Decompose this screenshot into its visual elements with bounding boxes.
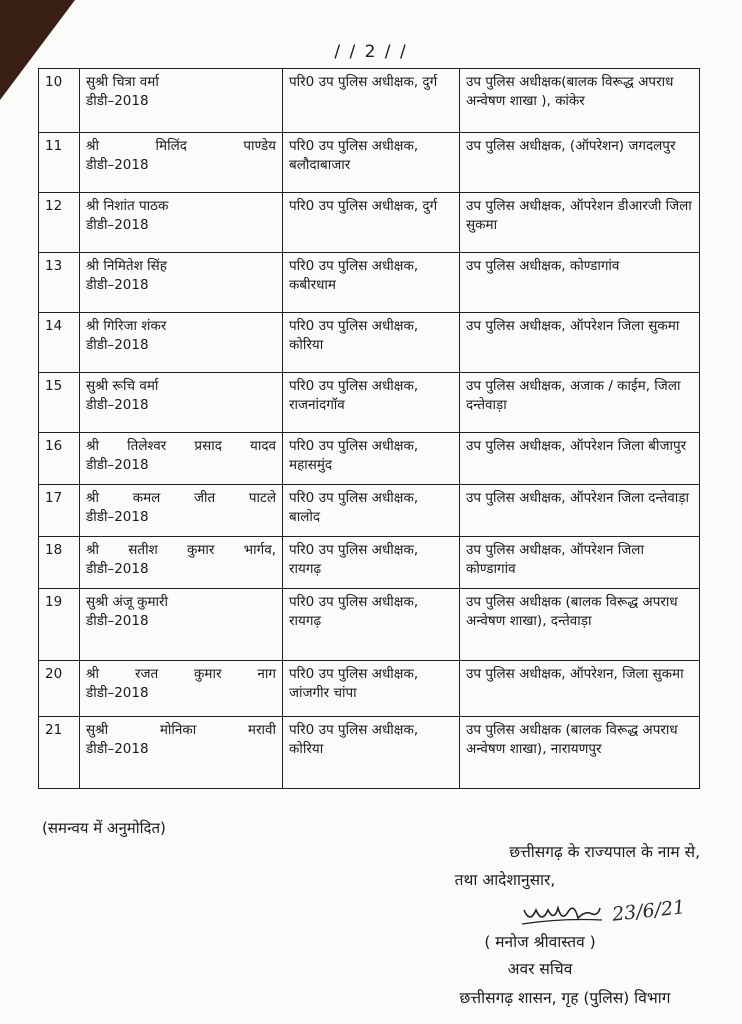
current-posting: परि0 उप पुलिस अधीक्षक, बालोद <box>283 485 460 537</box>
serial-number: 19 <box>39 589 80 661</box>
officer-cell <box>80 253 283 313</box>
officer-cell <box>80 193 283 253</box>
new-posting: उप पुलिस अधीक्षक, अजाक / काईम, जिला दन्तेवाड़ा <box>460 373 700 433</box>
officer-cell <box>80 69 283 133</box>
batch-label: डीडी–2018 <box>86 93 149 109</box>
new-posting: उप पुलिस अधीक्षक (बालक विरूद्ध अपराध अन्वेषण शाखा), दन्तेवाड़ा <box>460 589 700 661</box>
batch-label: डीडी–2018 <box>86 561 149 577</box>
batch-label: डीडी–2018 <box>86 157 149 173</box>
batch-label: डीडी–2018 <box>86 741 149 757</box>
current-posting: परि0 उप पुलिस अधीक्षक, बलौदाबाजार <box>283 133 460 193</box>
officer-name: श्री निमितेश सिंह <box>86 258 167 274</box>
transfer-table <box>38 68 700 789</box>
officer-name: श्री गिरिजा शंकर <box>86 318 167 334</box>
current-posting: परि0 उप पुलिस अधीक्षक, कोरिया <box>283 717 460 789</box>
officer-cell <box>80 661 283 717</box>
governor-line: छत्तीसगढ़ के राज्यपाल के नाम से, <box>509 843 700 861</box>
new-posting: उप पुलिस अधीक्षक, ऑपरेशन जिला कोण्डागांव <box>460 537 700 589</box>
new-posting: उप पुलिस अधीक्षक, ऑपरेशन जिला बीजापुर <box>460 433 700 485</box>
officer-cell <box>80 373 283 433</box>
table-row <box>39 373 700 433</box>
officer-cell <box>80 133 283 193</box>
signatory-name: ( मनोज श्रीवास्तव ) <box>484 933 596 951</box>
officer-name: श्री निशांत पाठक <box>86 198 169 214</box>
current-posting: परि0 उप पुलिस अधीक्षक, जांजगीर चांपा <box>283 661 460 717</box>
serial-number: 21 <box>39 717 80 789</box>
officer-name: श्री कमल जीत पाटले <box>86 490 276 506</box>
table-row <box>39 537 700 589</box>
signatory-designation: अवर सचिव <box>507 960 573 978</box>
batch-label: डीडी–2018 <box>86 277 149 293</box>
officer-name: श्री रजत कुमार नाग <box>86 666 276 682</box>
table-row <box>39 69 700 133</box>
serial-number: 20 <box>39 661 80 717</box>
page-number: / / 2 / / <box>334 42 408 62</box>
table-row <box>39 313 700 373</box>
officer-cell <box>80 717 283 789</box>
new-posting: उप पुलिस अधीक्षक, (ऑपरेशन) जगदलपुर <box>460 133 700 193</box>
signature-date: 23/6/21 <box>611 896 687 926</box>
officer-name: सुश्री अंजू कुमारी <box>86 594 169 610</box>
officer-cell <box>80 589 283 661</box>
current-posting: परि0 उप पुलिस अधीक्षक, दुर्ग <box>283 69 460 133</box>
batch-label: डीडी–2018 <box>86 397 149 413</box>
table-row <box>39 589 700 661</box>
serial-number: 14 <box>39 313 80 373</box>
officer-name: श्री मिलिंद पाण्डेय <box>86 138 276 154</box>
officer-cell <box>80 485 283 537</box>
batch-label: डीडी–2018 <box>86 217 149 233</box>
approval-note: (समन्वय में अनुमोदित) <box>42 819 166 837</box>
serial-number: 11 <box>39 133 80 193</box>
officer-name: सुश्री मोनिका मरावी <box>86 722 276 738</box>
new-posting: उप पुलिस अधीक्षक, ऑपरेशन डीआरजी जिला सुकमा <box>460 193 700 253</box>
officer-name: श्री तिलेश्वर प्रसाद यादव <box>86 438 276 454</box>
table-row <box>39 193 700 253</box>
officer-cell <box>80 313 283 373</box>
new-posting: उप पुलिस अधीक्षक, ऑपरेशन जिला दन्तेवाड़ा <box>460 485 700 537</box>
officer-name: श्री सतीश कुमार भार्गव, <box>86 542 276 558</box>
serial-number: 10 <box>39 69 80 133</box>
current-posting: परि0 उप पुलिस अधीक्षक, दुर्ग <box>283 193 460 253</box>
current-posting: परि0 उप पुलिस अधीक्षक, महासमुंद <box>283 433 460 485</box>
batch-label: डीडी–2018 <box>86 613 149 629</box>
officer-name: सुश्री चित्रा वर्मा <box>86 74 159 90</box>
order-line: तथा आदेशानुसार, <box>454 871 556 889</box>
table-row <box>39 133 700 193</box>
new-posting: उप पुलिस अधीक्षक, ऑपरेशन, जिला सुकमा <box>460 661 700 717</box>
new-posting: उप पुलिस अधीक्षक, कोण्डागांव <box>460 253 700 313</box>
new-posting: उप पुलिस अधीक्षक(बालक विरूद्ध अपराध अन्वेषण शाखा ), कांकेर <box>460 69 700 133</box>
serial-number: 16 <box>39 433 80 485</box>
serial-number: 18 <box>39 537 80 589</box>
current-posting: परि0 उप पुलिस अधीक्षक, कोरिया <box>283 313 460 373</box>
batch-label: डीडी–2018 <box>86 509 149 525</box>
department-name: छत्तीसगढ़ शासन, गृह (पुलिस) विभाग <box>459 989 671 1007</box>
table-row <box>39 253 700 313</box>
batch-label: डीडी–2018 <box>86 337 149 353</box>
officer-cell <box>80 537 283 589</box>
current-posting: परि0 उप पुलिस अधीक्षक, रायगढ़ <box>283 537 460 589</box>
new-posting: उप पुलिस अधीक्षक, ऑपरेशन जिला सुकमा <box>460 313 700 373</box>
current-posting: परि0 उप पुलिस अधीक्षक, राजनांदगॉव <box>283 373 460 433</box>
table-row <box>39 433 700 485</box>
new-posting: उप पुलिस अधीक्षक (बालक विरूद्ध अपराध अन्वेषण शाखा), नारायणपुर <box>460 717 700 789</box>
table-row <box>39 485 700 537</box>
officer-name: सुश्री रूचि वर्मा <box>86 378 159 394</box>
current-posting: परि0 उप पुलिस अधीक्षक, कबीरधाम <box>283 253 460 313</box>
serial-number: 13 <box>39 253 80 313</box>
serial-number: 12 <box>39 193 80 253</box>
serial-number: 17 <box>39 485 80 537</box>
serial-number: 15 <box>39 373 80 433</box>
batch-label: डीडी–2018 <box>86 685 149 701</box>
officer-cell <box>80 433 283 485</box>
batch-label: डीडी–2018 <box>86 457 149 473</box>
current-posting: परि0 उप पुलिस अधीक्षक, रायगढ़ <box>283 589 460 661</box>
table-row <box>39 661 700 717</box>
table-row <box>39 717 700 789</box>
